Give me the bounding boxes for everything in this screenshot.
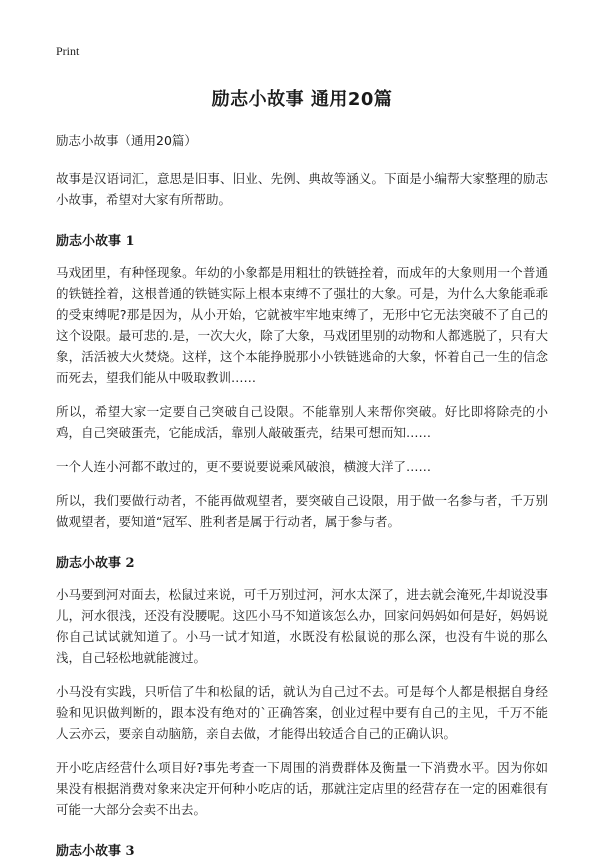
- document-subtitle: 励志小故事（通用20篇）: [56, 133, 197, 148]
- section-1-paragraph-2: 所以，希望大家一定要自己突破自己设限。不能靠别人来帮你突破。好比即将除壳的小鸡，自己突破蛋壳，它能成活，靠别人敲破蛋壳，结果可想而知……: [56, 404, 548, 440]
- section-1-paragraph-1: 马戏团里，有种怪现象。年幼的小象都是用粗壮的铁链拴着，而成年的大象则用一个普通的铁链拴着，这根普通的铁链实际上根本束缚不了强壮的大象。可是，为什么大象能乖乖的受束缚呢?那是因为，从小开始，它就被牢牢地束缚了，无形中它无法突破不了自己的这个设限。最可悲的.是，一次大火，除了大象，马戏团里别的动物和人都逃脱了，只有大象，活活被大火焚烧。这样，这个本能挣脱那小小铁链逃命的大象，怀着自己一生的信念而死去，望我们能从中吸取教训……: [56, 265, 548, 385]
- section-1-paragraph-3: 一个人连小河都不敢过的，更不要说要说乘风破浪，横渡大洋了……: [56, 459, 432, 474]
- section-2-paragraph-2: 小马没有实践，只听信了牛和松鼠的话，就认为自己过不去。可是每个人都是根据自身经验和见识做判断的，跟本没有绝对的`正确答案，创业过程中要有自己的主见，千万不能人云亦云，要亲自动脑筋，亲自去做，才能得出较适合自己的正确认识。: [56, 684, 548, 741]
- section-heading-1: 励志小故事 1: [56, 234, 135, 249]
- print-label: Print: [56, 44, 80, 58]
- section-2-paragraph-1: 小马要到河对面去，松鼠过来说，可千万别过河，河水太深了，进去就会淹死,牛却说没事儿，河水很浅，还没有没腰呢。这匹小马不知道该怎么办，回家问妈妈如何是好，妈妈说你自己试试就知道了。小马一试才知道，水既没有松鼠说的那么深，也没有牛说的那么浅，自己轻松地就能渡过。: [56, 587, 548, 665]
- section-heading-2: 励志小故事 2: [56, 556, 135, 571]
- intro-paragraph: 故事是汉语词汇，意思是旧事、旧业、先例、典故等涵义。下面是小编帮大家整理的励志小故事，希望对大家有所帮助。: [56, 171, 548, 207]
- document-title: 励志小故事 通用20篇: [211, 89, 393, 110]
- section-heading-3: 励志小故事 3: [56, 844, 135, 859]
- section-1-paragraph-4: 所以，我们要做行动者，不能再做观望者，要突破自己设限，用于做一名参与者，千万别做观望者，要知道“冠军、胜利者是属于行动者，属于参与者。: [56, 493, 548, 529]
- section-2-paragraph-3: 开小吃店经营什么项目好?事先考查一下周围的消费群体及衡量一下消费水平。因为你如果没有根据消费对象来决定开何种小吃店的话，那就注定店里的经营存在一定的困难很有可能一大部分会卖不出去。: [56, 760, 548, 817]
